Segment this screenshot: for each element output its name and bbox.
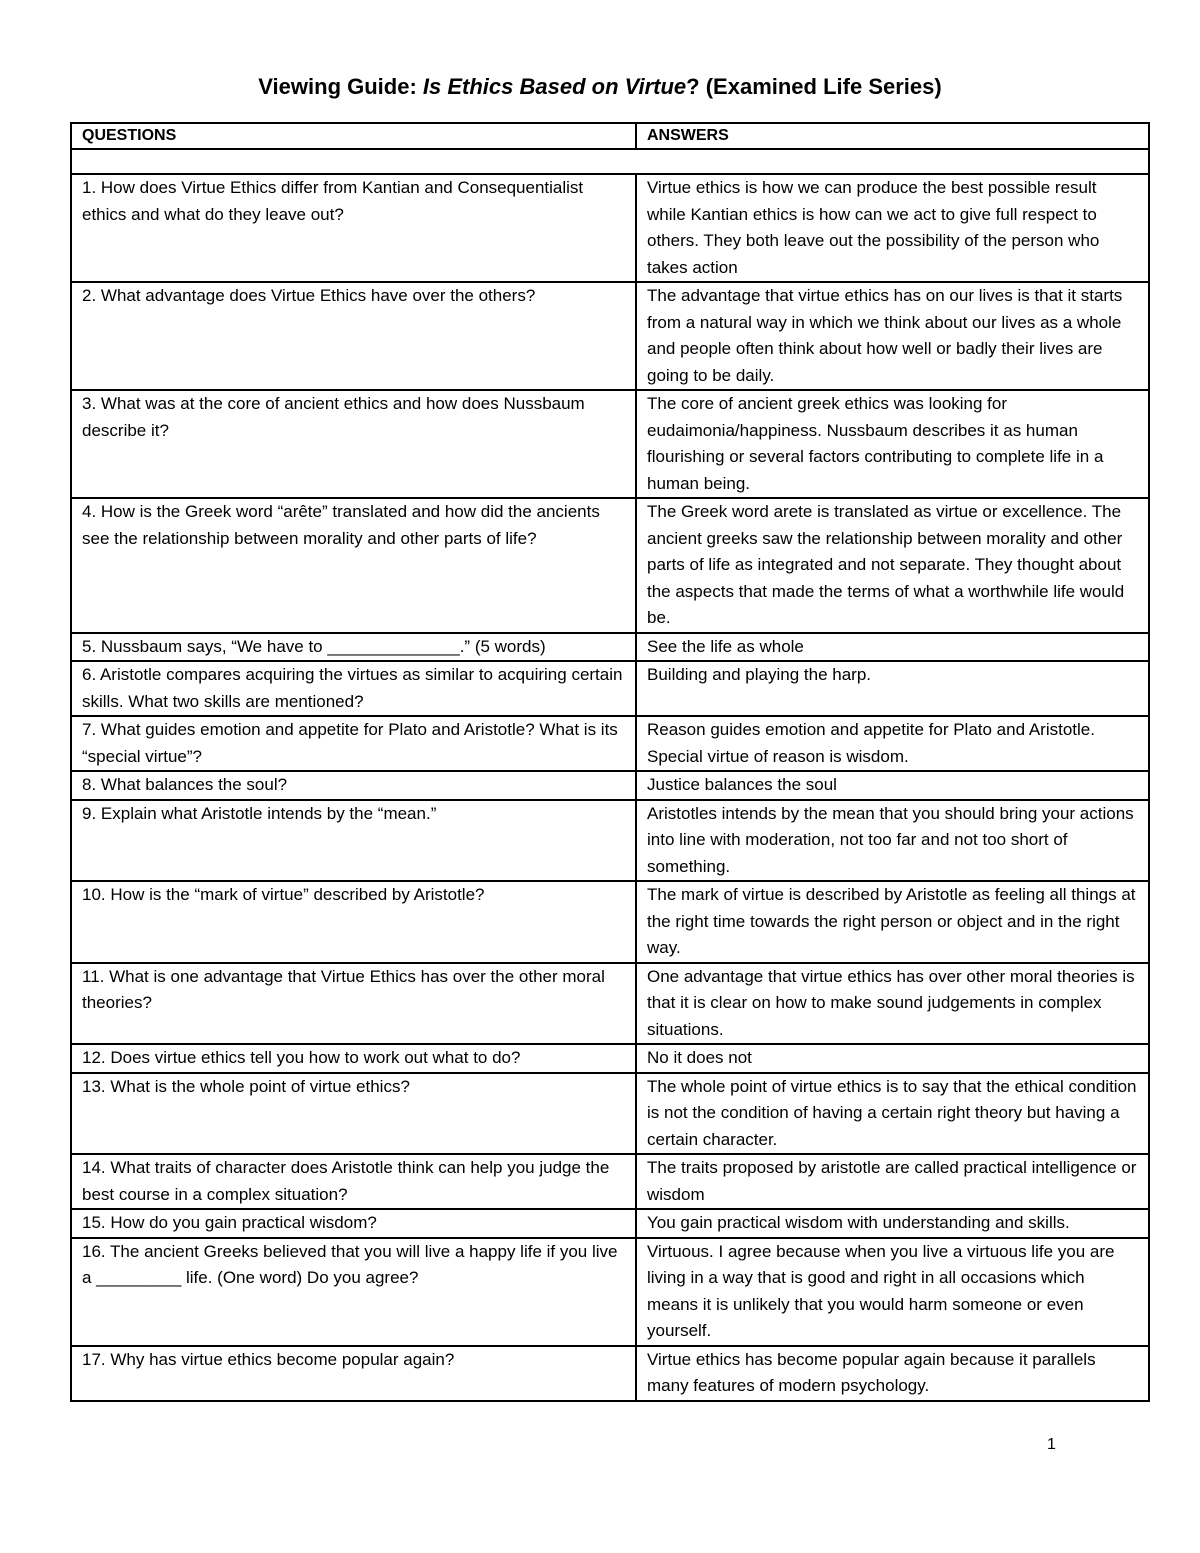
answer-cell: You gain practical wisdom with understanding and skills. [636,1209,1149,1238]
question-cell: 12. Does virtue ethics tell you how to work out what to do? [71,1044,636,1073]
question-cell: 13. What is the whole point of virtue ethics? [71,1073,636,1155]
answer-cell: Virtue ethics has become popular again because it parallels many features of modern psychology. [636,1346,1149,1401]
answers-header: ANSWERS [636,123,1149,149]
question-cell: 2. What advantage does Virtue Ethics have over the others? [71,282,636,390]
page-number: 1 [1047,1436,1056,1453]
document-title [0,74,1200,100]
qa-table [70,122,1150,1402]
answer-cell: The mark of virtue is described by Aristotle as feeling all things at the right time towards the right person or object and in the right way. [636,881,1149,963]
table-header-row [71,123,1149,149]
answer-cell: The advantage that virtue ethics has on our lives is that it starts from a natural way in which we think about our lives as a whole and people often think about how well or badly their lives are going to be daily. [636,282,1149,390]
table-row [71,1238,1149,1346]
answer-cell: The core of ancient greek ethics was looking for eudaimonia/happiness. Nussbaum describes it as human flourishing or several factors contributing to complete life in a human being. [636,390,1149,498]
answer-cell: See the life as whole [636,633,1149,662]
answer-cell: Virtue ethics is how we can produce the best possible result while Kantian ethics is how can we act to give full respect to others. They both leave out the possibility of the person who takes action [636,174,1149,282]
question-cell: 14. What traits of character does Aristotle think can help you judge the best course in a complex situation? [71,1154,636,1209]
question-cell: 4. How is the Greek word “arête” translated and how did the ancients see the relationship between morality and other parts of life? [71,498,636,633]
question-cell: 6. Aristotle compares acquiring the virtues as similar to acquiring certain skills. What two skills are mentioned? [71,661,636,716]
table-row [71,881,1149,963]
answer-cell: Building and playing the harp. [636,661,1149,716]
table-row [71,771,1149,800]
table-row [71,1346,1149,1401]
table-row [71,963,1149,1045]
table-row [71,1209,1149,1238]
question-cell: 9. Explain what Aristotle intends by the “mean.” [71,800,636,882]
question-cell: 15. How do you gain practical wisdom? [71,1209,636,1238]
table-row [71,1073,1149,1155]
answer-cell: Aristotles intends by the mean that you should bring your actions into line with moderation, not too far and not too short of something. [636,800,1149,882]
answer-cell: The Greek word arete is translated as virtue or excellence. The ancient greeks saw the relationship between morality and other parts of life as integrated and not separate. They thought about the aspects that made the terms of what a worthwhile life would be. [636,498,1149,633]
table-row [71,661,1149,716]
question-cell: 3. What was at the core of ancient ethics and how does Nussbaum describe it? [71,390,636,498]
table-row [71,282,1149,390]
answer-cell: The whole point of virtue ethics is to say that the ethical condition is not the condition of having a certain right theory but having a certain character. [636,1073,1149,1155]
question-cell: 5. Nussbaum says, “We have to ______________.” (5 words) [71,633,636,662]
answer-cell: The traits proposed by aristotle are called practical intelligence or wisdom [636,1154,1149,1209]
table-row [71,390,1149,498]
question-cell: 1. How does Virtue Ethics differ from Kantian and Consequentialist ethics and what do they leave out? [71,174,636,282]
answer-cell: No it does not [636,1044,1149,1073]
answer-cell: Justice balances the soul [636,771,1149,800]
answer-cell: Reason guides emotion and appetite for Plato and Aristotle. Special virtue of reason is wisdom. [636,716,1149,771]
answer-cell: Virtuous. I agree because when you live a virtuous life you are living in a way that is good and right in all occasions which means it is unlikely that you would harm someone or even yourself. [636,1238,1149,1346]
table-row [71,1154,1149,1209]
table-row [71,498,1149,633]
questions-header: QUESTIONS [71,123,636,149]
answer-cell: One advantage that virtue ethics has over other moral theories is that it is clear on how to make sound judgements in complex situations. [636,963,1149,1045]
title-suffix: ? (Examined Life Series) [686,74,942,99]
title-prefix: Viewing Guide: [258,74,423,99]
question-cell: 8. What balances the soul? [71,771,636,800]
table-row [71,174,1149,282]
title-italic: Is Ethics Based on Virtue [422,74,687,99]
question-cell: 17. Why has virtue ethics become popular again? [71,1346,636,1401]
question-cell: 16. The ancient Greeks believed that you will live a happy life if you live a _________ life. (One word) Do you agree? [71,1238,636,1346]
table-row [71,716,1149,771]
question-cell: 10. How is the “mark of virtue” described by Aristotle? [71,881,636,963]
table-row [71,633,1149,662]
question-cell: 11. What is one advantage that Virtue Ethics has over the other moral theories? [71,963,636,1045]
table-row [71,1044,1149,1073]
question-cell: 7. What guides emotion and appetite for Plato and Aristotle? What is its “special virtue”? [71,716,636,771]
table-row [71,800,1149,882]
table-spacer-cell [71,149,1149,174]
table-spacer-row [71,149,1149,174]
